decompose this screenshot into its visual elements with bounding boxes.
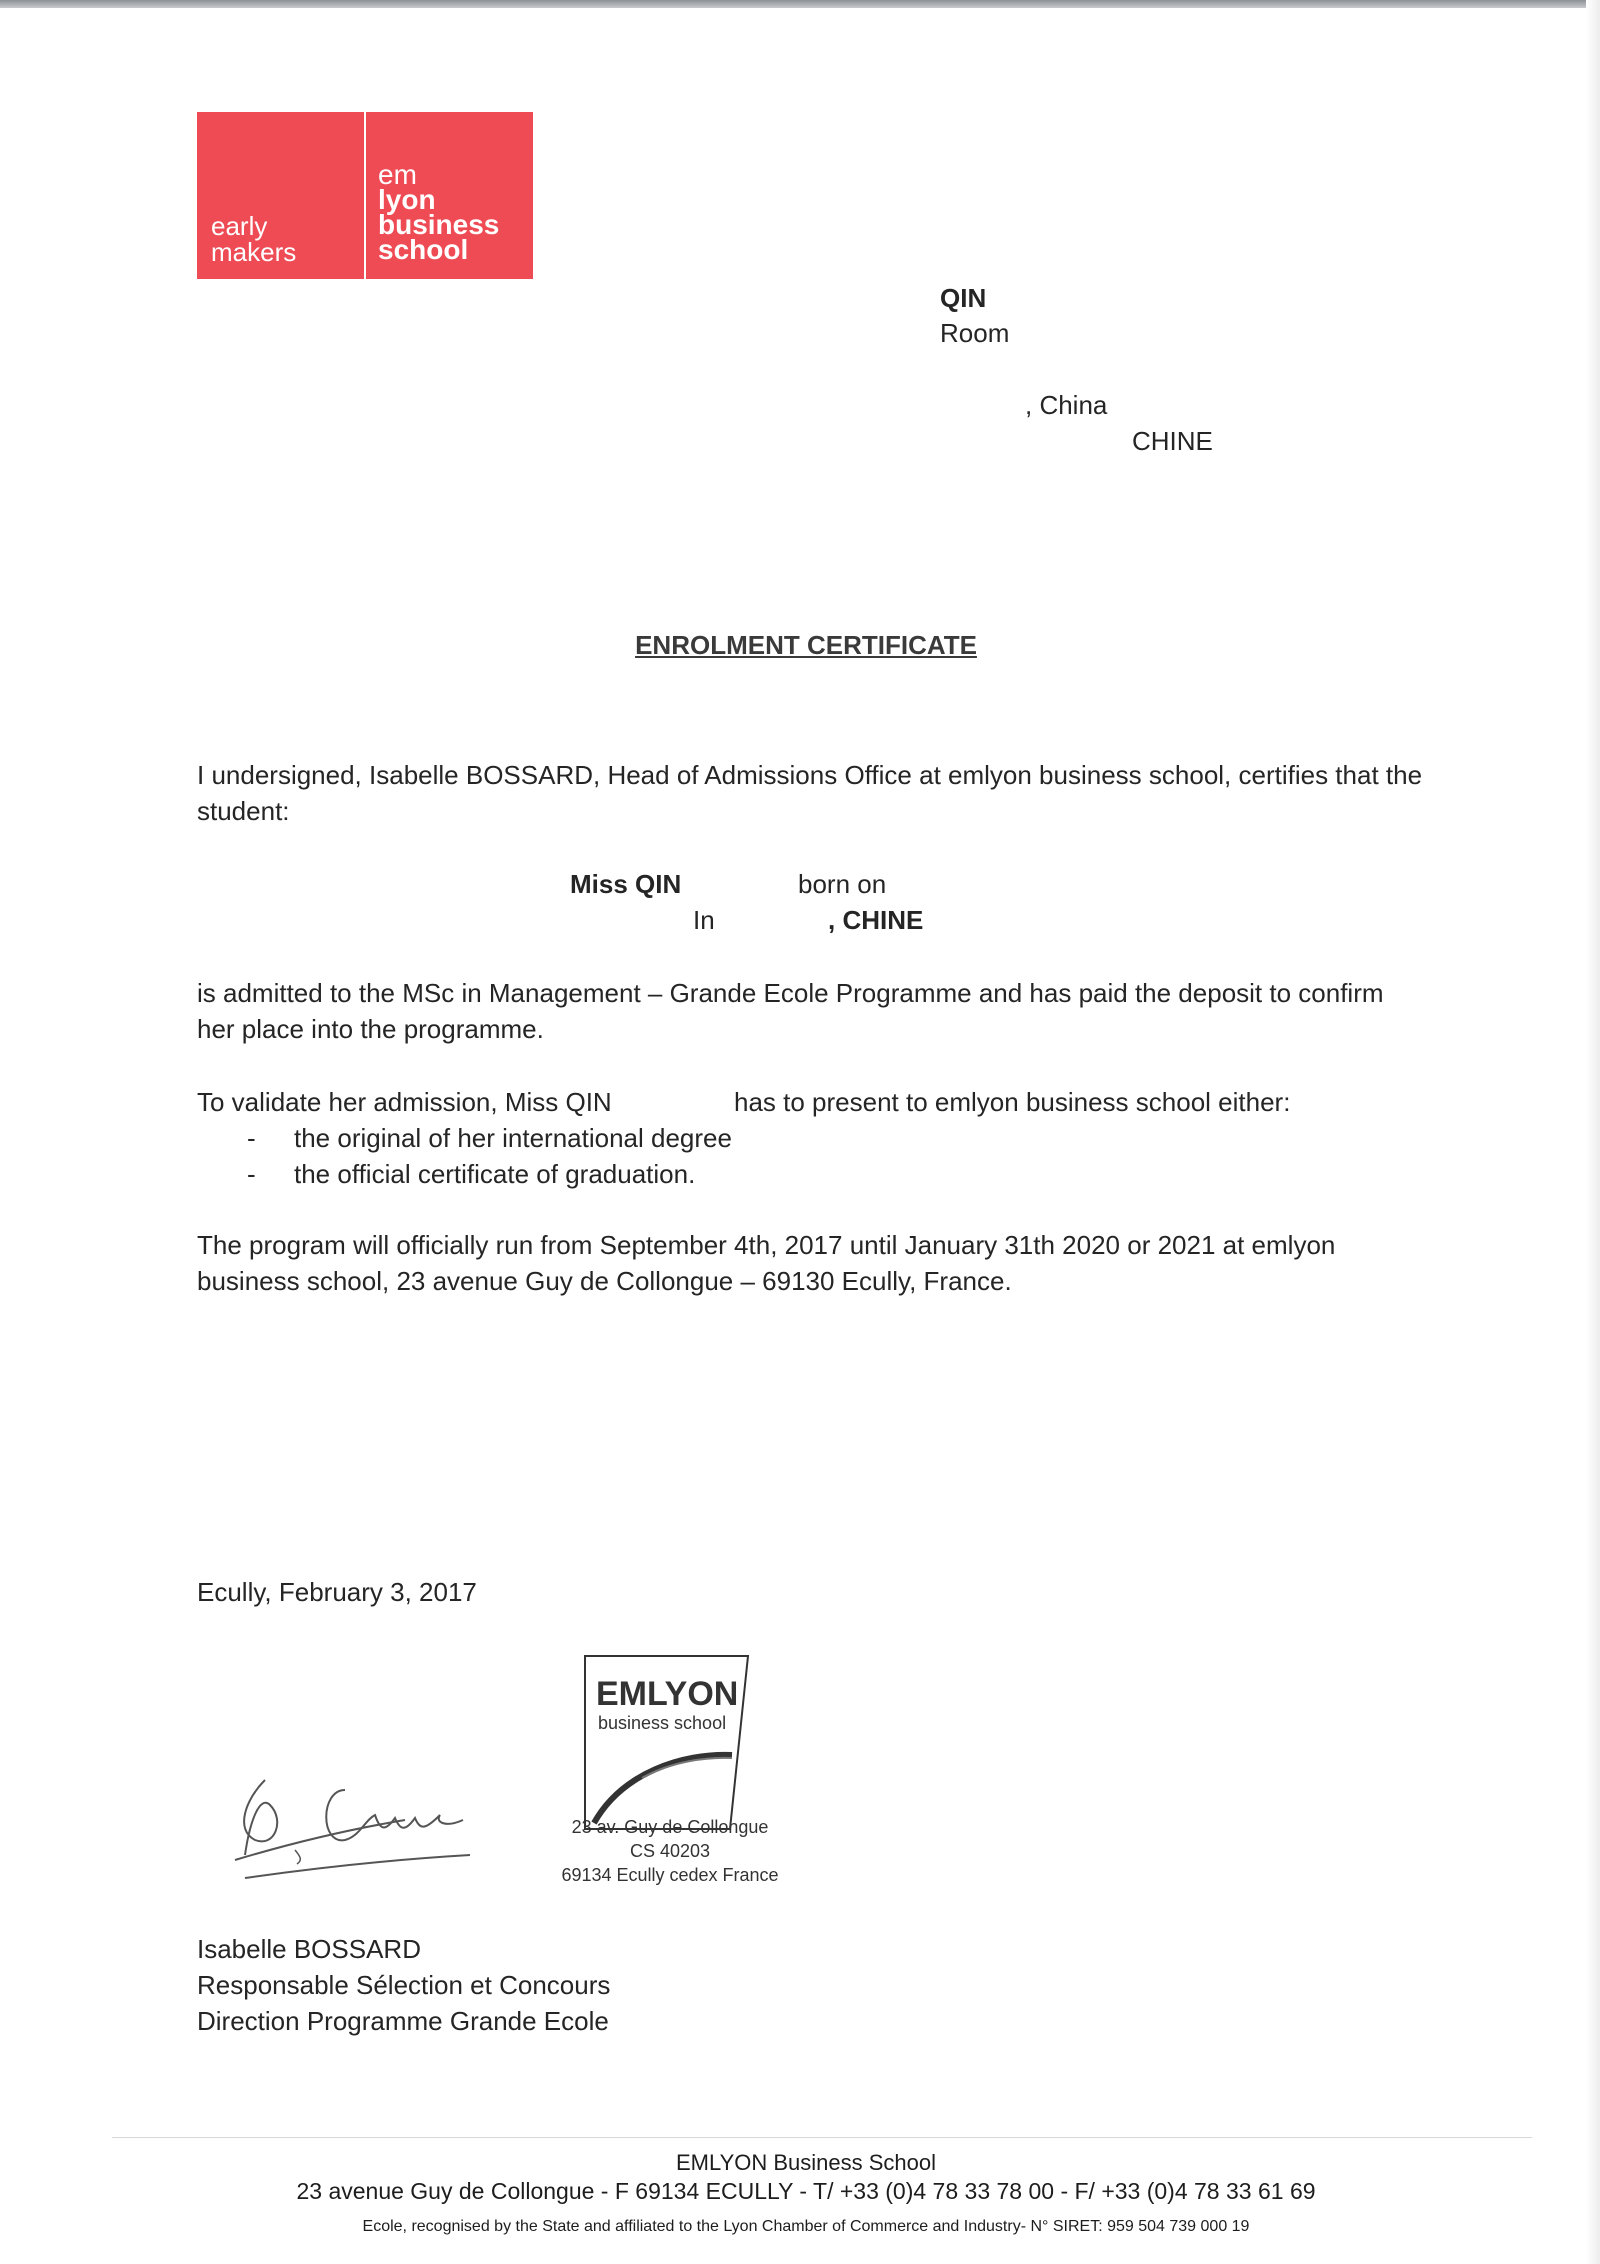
- scan-top-edge: [0, 0, 1600, 8]
- logo-left-panel: [197, 112, 364, 279]
- list-item-certificate: the official certificate of graduation.: [294, 1159, 696, 1189]
- student-birthplace-in: In: [693, 905, 715, 935]
- emlyon-logo: [197, 112, 533, 279]
- admission-paragraph: is admitted to the MSc in Management – Grande Ecole Programme and has paid the deposit to confirm her place into the programme.: [197, 978, 1384, 1044]
- list-dash: -: [247, 1123, 256, 1153]
- handwritten-signature: [225, 1760, 485, 1890]
- scan-right-edge: [1586, 0, 1600, 2264]
- stamp-address-street: 23 av. Guy de Collongue: [571, 1817, 769, 1837]
- signatory-role: Responsable Sélection et Concours: [197, 1970, 611, 2000]
- validate-text-end: has to present to emlyon business school either:: [734, 1087, 1291, 1117]
- recipient-country-line: CHINE: [1132, 426, 1213, 456]
- stamp-address-city: 69134 Ecully cedex France: [561, 1865, 779, 1885]
- footer-legal-line: Ecole, recognised by the State and affiliated to the Lyon Chamber of Commerce and Industry- N° SIRET: 959 504 739 000 19: [362, 2218, 1250, 2235]
- logo-word-makers: makers: [211, 237, 297, 267]
- school-stamp: [582, 1653, 752, 1831]
- logo-word-school: school: [378, 234, 469, 265]
- footer-divider: [112, 2137, 1532, 2138]
- list-item-degree: the original of her international degree: [294, 1123, 732, 1153]
- program-paragraph: The program will officially run from September 4th, 2017 until January 31th 2020 or 2021 at emlyon business school, 23 avenue Guy de Collongue – 69130 Ecully, France.: [197, 1230, 1336, 1296]
- logo-right-panel: [366, 112, 533, 279]
- signatory-department: Direction Programme Grande Ecole: [197, 2006, 609, 2036]
- date-line: Ecully, February 3, 2017: [197, 1577, 477, 1607]
- stamp-address-cs: CS 40203: [629, 1841, 711, 1861]
- list-dash: -: [247, 1159, 256, 1189]
- footer-contact-line: 23 avenue Guy de Collongue - F 69134 ECULLY - T/ +33 (0)4 78 33 78 00 - F/ +33 (0)4 78 33 61 69: [296, 2178, 1316, 2204]
- student-name: Miss QIN: [570, 869, 682, 899]
- recipient-name: QIN: [940, 283, 987, 313]
- student-birthplace-country: , CHINE: [828, 905, 924, 935]
- signatory-name: Isabelle BOSSARD: [197, 1934, 421, 1964]
- stamp-subtitle: business school: [598, 1713, 727, 1733]
- logo-word-lyon: lyon: [378, 184, 436, 215]
- recipient-city-line: , China: [1025, 390, 1108, 420]
- student-born-on: born on: [798, 869, 887, 899]
- logo-word-early: early: [211, 211, 268, 241]
- intro-paragraph: I undersigned, Isabelle BOSSARD, Head of Admissions Office at emlyon business school, certifies that the student:: [197, 760, 1423, 826]
- footer-school-name: EMLYON Business School: [675, 2150, 937, 2175]
- logo-word-business: business: [378, 209, 500, 240]
- document-title: ENROLMENT CERTIFICATE: [635, 630, 977, 660]
- logo-word-em: em: [378, 159, 417, 190]
- stamp-brand: EMLYON: [596, 1675, 739, 1713]
- validate-text-start: To validate her admission, Miss QIN: [197, 1087, 612, 1117]
- recipient-address-line: Room: [940, 318, 1010, 348]
